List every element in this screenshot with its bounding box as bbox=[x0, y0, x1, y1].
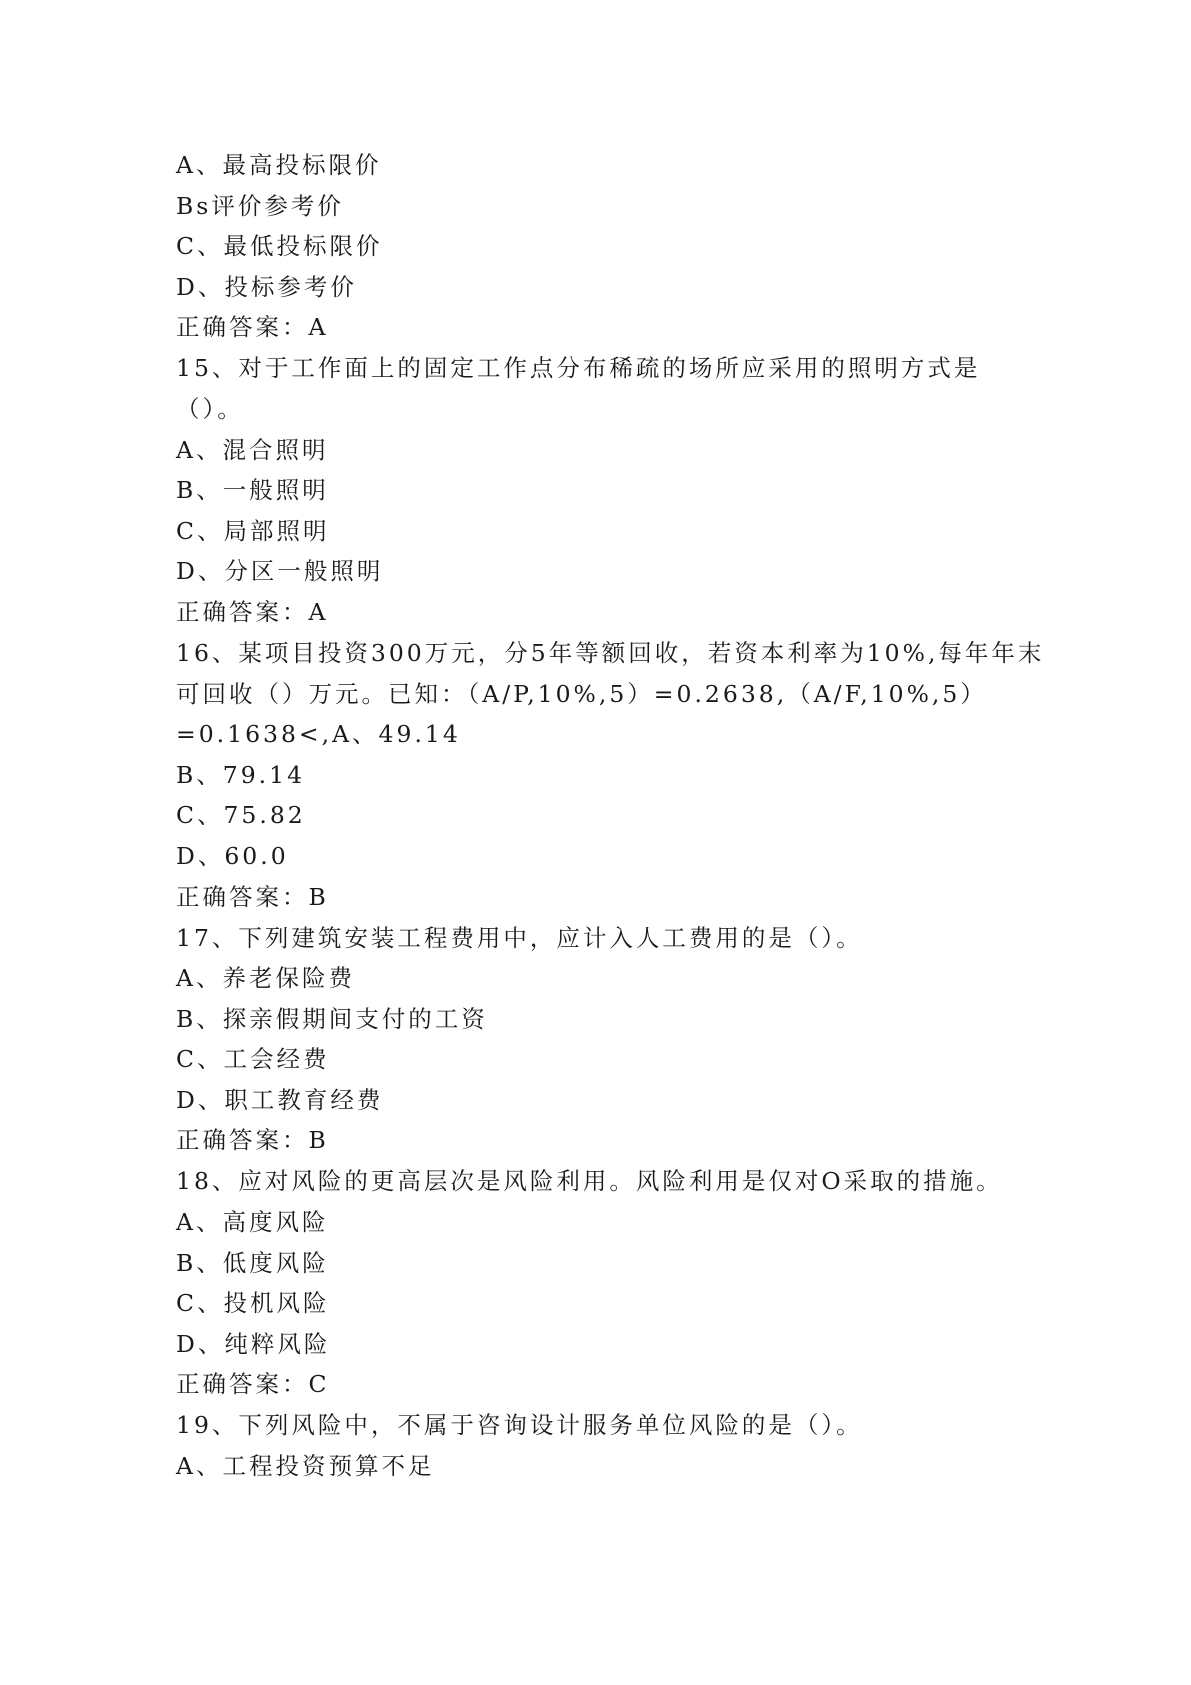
correct-answer-text: 正确答案：A bbox=[176, 597, 329, 626]
correct-answer-text: 正确答案：C bbox=[176, 1370, 330, 1399]
question-text: 15、对于工作面上的固定工作点分布稀疏的场所应采用的照明方式是 bbox=[176, 354, 981, 383]
question-text: 19、下列风险中，不属于咨询设计服务单位风险的是（）。 bbox=[176, 1411, 863, 1440]
option-text: B、探亲假期间支付的工资 bbox=[176, 1004, 488, 1033]
option-text: D、60.0 bbox=[176, 841, 289, 870]
correct-answer-text: 正确答案：B bbox=[176, 1126, 329, 1155]
option-text: D、投标参考价 bbox=[176, 272, 357, 301]
option-text: D、分区一般照明 bbox=[176, 557, 384, 586]
option-text: A、养老保险费 bbox=[176, 964, 355, 993]
question-text: 18、应对风险的更高层次是风险利用。风险利用是仅对O采取的措施。 bbox=[176, 1167, 1003, 1196]
option-text: B、一般照明 bbox=[176, 476, 329, 505]
question-text: （）。 bbox=[176, 394, 244, 423]
option-text: B、低度风险 bbox=[176, 1248, 329, 1277]
option-text: A、工程投资预算不足 bbox=[176, 1452, 435, 1481]
option-text: Bs评价参考价 bbox=[176, 191, 344, 220]
question-list bbox=[176, 145, 1056, 1487]
option-text: A、高度风险 bbox=[176, 1208, 329, 1237]
option-text: D、职工教育经费 bbox=[176, 1085, 384, 1114]
option-text: A、最高投标限价 bbox=[176, 151, 382, 179]
option-text: C、局部照明 bbox=[176, 516, 330, 545]
option-text: D、纯粹风险 bbox=[176, 1329, 331, 1358]
question-text: 17、下列建筑安装工程费用中，应计入人工费用的是（）。 bbox=[176, 923, 863, 952]
option-text: C、最低投标限价 bbox=[176, 232, 383, 261]
correct-answer-text: 正确答案：A bbox=[176, 313, 329, 342]
question-text: 16、某项目投资300万元，分5年等额回收，若资本利率为10%,每年年末 bbox=[176, 638, 1045, 667]
question-text: 可回收（）万元。已知：（A/P,10%,5）=0.2638,（A/F,10%,5） bbox=[176, 679, 987, 708]
option-text: A、混合照明 bbox=[176, 435, 329, 464]
option-text: C、75.82 bbox=[176, 801, 306, 830]
correct-answer-text: 正确答案：B bbox=[176, 882, 329, 911]
question-text: =0.1638<,A、49.14 bbox=[176, 720, 461, 749]
option-text: C、投机风险 bbox=[176, 1289, 330, 1318]
option-text: C、工会经费 bbox=[176, 1045, 330, 1074]
option-text: B、79.14 bbox=[176, 760, 306, 789]
